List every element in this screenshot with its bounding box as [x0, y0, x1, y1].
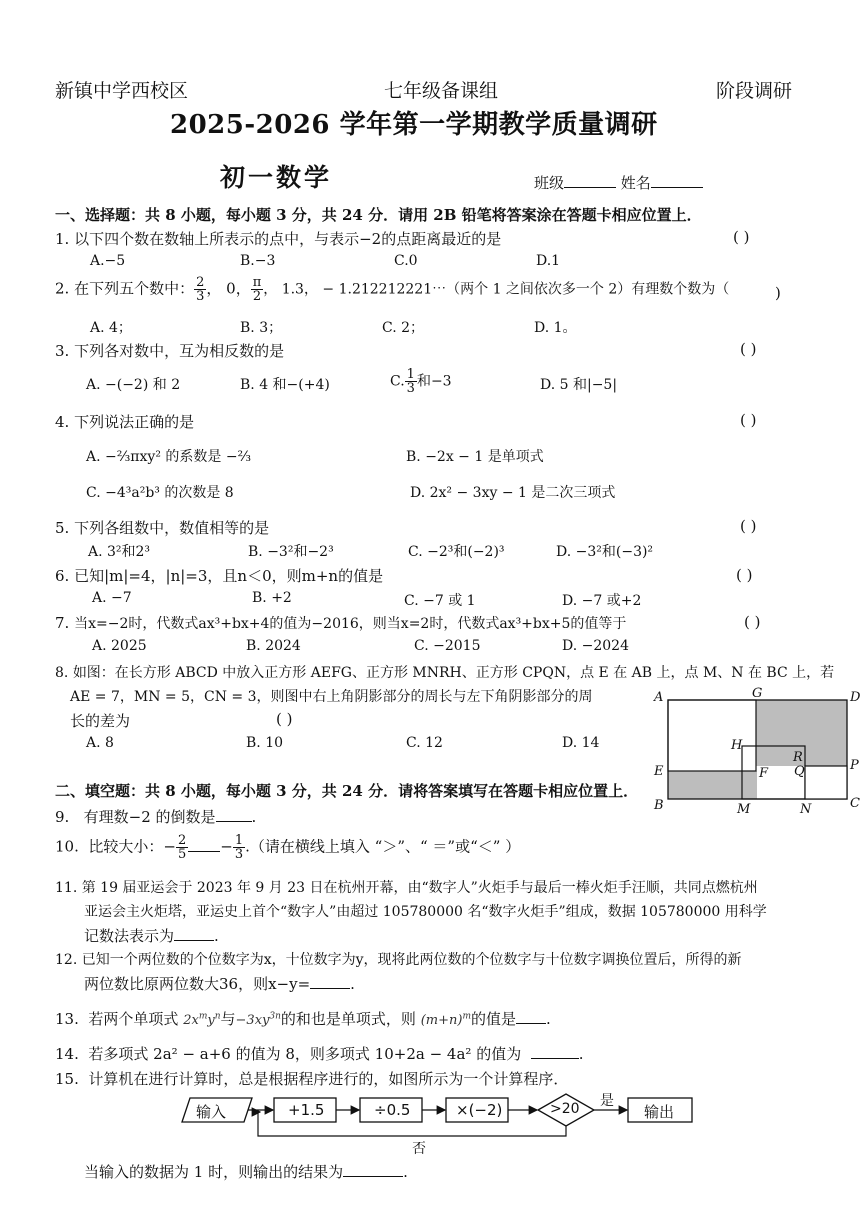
label-q: Q	[794, 764, 805, 779]
q8-option-a[interactable]: A. 8	[86, 735, 114, 751]
q15	[55, 1068, 568, 1089]
label-e: E	[654, 764, 664, 779]
q2-mid: ， 0，	[206, 279, 251, 298]
q4-bracket[interactable]: ( )	[740, 411, 757, 429]
q2-option-d[interactable]: D. 1。	[534, 320, 577, 336]
q3-bracket[interactable]: ( )	[740, 340, 757, 358]
q9-num: 9.	[55, 808, 70, 826]
section1-heading: 一、选择题：共 8 小题，每小题 3 分，共 24 分．请用 2B 铅笔将答案涂在答题卡相应位置上．	[55, 206, 702, 224]
q6	[55, 565, 383, 586]
q8-line2: AE = 7，MN = 5，CN = 3，则图中右上角阴影部分的周长与左下角阴影部分的周	[70, 689, 593, 705]
flow-input-label: 输入	[196, 1103, 227, 1121]
q13-expression: $(m+n)^m$	[420, 1011, 471, 1028]
q13-num: 13.	[55, 1010, 79, 1028]
rectangle-figure	[652, 686, 867, 821]
q8-num: 8.	[55, 665, 69, 681]
q2-option-b[interactable]: B. 3；	[240, 320, 283, 336]
q8-text-1: 如图：在长方形 ABCD 中放入正方形 AEFG、正方形 MNRH、正方形 CPQN，点 E 在 AB 上，点 M、N 在 BC 上，若	[72, 665, 835, 681]
q15-question: 当输入的数据为 1 时，则输出的结果为 .	[84, 1163, 408, 1181]
q4-option-b[interactable]: B. −2x − 1 是单项式	[406, 449, 544, 465]
flow-output-label: 输出	[644, 1103, 675, 1121]
q7-option-c[interactable]: C. −2015	[414, 638, 481, 654]
q2-fraction-2: $\frac{\pi}{2}$	[252, 275, 262, 304]
q8-line1	[55, 662, 834, 682]
q6-option-c[interactable]: C. −7 或 1	[404, 593, 476, 609]
label-p: P	[850, 758, 859, 773]
q11-line1	[55, 877, 758, 897]
q9-blank[interactable]	[216, 821, 252, 822]
label-c: C	[850, 796, 860, 811]
q8-line3: 长的差为	[70, 712, 131, 730]
label-a: A	[654, 690, 664, 705]
q7-option-b[interactable]: B. 2024	[246, 638, 301, 654]
q3-option-d[interactable]: D. 5 和|−5|	[540, 377, 618, 393]
q10-fraction-2: $\frac{1}{3}$	[234, 833, 244, 862]
q8-option-c[interactable]: C. 12	[406, 735, 443, 751]
q13-monomial-1: $2x^my^n$	[183, 1011, 221, 1028]
q10-blank[interactable]	[188, 851, 220, 852]
q6-text: 已知|m|=4，|n|=3，且n＜0，则m+n的值是	[74, 567, 384, 585]
q1-bracket[interactable]: ( )	[733, 228, 750, 246]
q2-option-a[interactable]: A. 4；	[90, 320, 132, 336]
section2-heading: 二、填空题：共 8 小题，每小题 3 分，共 24 分．请将答案填写在答题卡相应位置上．	[55, 782, 639, 800]
q7	[55, 613, 626, 633]
q15-text: 计算机在进行计算时，总是根据程序进行的，如图所示为一个计算程序．	[88, 1070, 569, 1088]
q4-option-d[interactable]: D. 2x² − 3xy − 1 是二次三项式	[410, 485, 616, 501]
q5-text: 下列各组数中，数值相等的是	[74, 519, 270, 537]
q13-monomial-2: $-3xy^{3n}$	[235, 1011, 281, 1028]
label-n: N	[800, 802, 812, 817]
q13-blank[interactable]	[516, 1023, 546, 1024]
q8-bracket[interactable]: ( )	[276, 710, 293, 728]
q5-option-d[interactable]: D. −3²和(−3)²	[556, 544, 654, 560]
q15-num: 15.	[55, 1070, 79, 1088]
q7-bracket[interactable]: ( )	[744, 613, 761, 631]
q5-option-c[interactable]: C. −2³和(−2)³	[408, 544, 505, 560]
page-title: 2025-2026 学年第一学期教学质量调研	[170, 110, 658, 140]
q5	[55, 517, 269, 538]
q8-option-b[interactable]: B. 10	[246, 735, 284, 751]
grade-group: 七年级备课组	[384, 80, 499, 102]
label-h: H	[731, 738, 743, 753]
q2-num: 2.	[55, 279, 70, 298]
q4-num: 4.	[55, 413, 70, 431]
q6-option-b[interactable]: B. +2	[252, 590, 292, 606]
label-m: M	[737, 802, 751, 817]
label-f: F	[759, 766, 769, 781]
flow-step2-label: ÷0.5	[374, 1101, 411, 1119]
q1-text: 以下四个数在数轴上所表示的点中，与表示−2的点距离最近的是	[74, 230, 502, 248]
q11-num: 11.	[55, 880, 78, 896]
q5-bracket[interactable]: ( )	[740, 517, 757, 535]
q2-fraction-1: $\frac{2}{3}$	[196, 275, 205, 304]
q6-option-d[interactable]: D. −7 或+2	[562, 593, 642, 609]
q5-num: 5.	[55, 519, 70, 537]
square-cpqn	[805, 766, 847, 799]
class-blank[interactable]	[564, 187, 616, 188]
flow-step1-label: +1.5	[288, 1101, 325, 1119]
flow-no-label: 否	[412, 1141, 426, 1157]
q1-option-b[interactable]: B.−3	[240, 253, 276, 269]
q4-option-c[interactable]: C. −4³a²b³ 的次数是 8	[86, 485, 234, 501]
q10-post: .（请在横线上填入 “＞”、“ ＝”或“＜” ）	[245, 837, 521, 856]
q10-pre: 比较大小：−	[88, 837, 176, 856]
q15-blank[interactable]	[343, 1176, 403, 1177]
q5-option-b[interactable]: B. −3²和−2³	[248, 544, 334, 560]
q1-option-c[interactable]: C.0	[394, 253, 418, 269]
q3-option-c[interactable]: C. $\frac{1}{3}$ 和−3	[390, 367, 452, 396]
q12-blank[interactable]	[310, 988, 350, 989]
q9: 9. 有理数−2 的倒数是 .	[55, 808, 257, 826]
q3	[55, 340, 284, 361]
bottom-left-shade	[668, 771, 757, 799]
q11-blank[interactable]	[174, 940, 214, 941]
q2-post: ， 1.3， − 1.212212221⋯（两个 1 之间依次多一个 2）有理数个数为（	[263, 281, 730, 298]
school-name: 新镇中学西校区	[55, 80, 189, 102]
q3-option-a[interactable]: A. −(−2) 和 2	[86, 377, 181, 393]
name-blank[interactable]	[651, 187, 703, 188]
q12-line2: 两位数比原两位数大36，则x−y= .	[84, 975, 355, 993]
q6-num: 6.	[55, 567, 70, 585]
q10: 10. 比较大小：− $\frac{2}{5}$ − $\frac{1}{3}$ .（请在横线上填入 “＞”、“ ＝”或“＜” ）	[55, 833, 521, 862]
q8-option-d[interactable]: D. 14	[562, 735, 600, 751]
label-d: D	[850, 690, 861, 705]
subject-title: 初一数学	[220, 163, 333, 192]
exam-type: 阶段调研	[716, 80, 793, 102]
q6-option-a[interactable]: A. −7	[92, 590, 132, 606]
square-aefg	[668, 700, 756, 771]
q14-text: 若多项式 2a² − a+6 的值为 8，则多项式 10+2a − 4a² 的值为	[88, 1045, 522, 1063]
q11-line2: 亚运会主火炬塔，亚运史上首个“数字人”由超过 105780000 名“数字火炬手”组成，数据 105780000 用科学	[84, 904, 767, 920]
class-field	[534, 172, 703, 193]
q8-figure	[652, 686, 867, 821]
q9-text: 有理数−2 的倒数是	[83, 808, 216, 826]
flowchart-lines	[180, 1090, 700, 1160]
class-label: 班级	[534, 174, 565, 192]
flow-yes-label: 是	[600, 1093, 614, 1109]
program-flowchart	[180, 1090, 700, 1160]
q11-line3: 记数法表示为 .	[84, 927, 219, 945]
q12-line1	[55, 949, 742, 969]
q11-text-1: 第 19 届亚运会于 2023 年 9 月 23 日在杭州开幕，由“数字人”火炬手与最后一棒火炬手汪顺，共同点燃杭州	[81, 880, 758, 896]
q12-text-1: 已知一个两位数的个位数字为x，十位数字为y，现将此两位数的个位数字与十位数字调换位置后，所得的新	[81, 952, 742, 968]
q12-num: 12.	[55, 952, 78, 968]
q3-num: 3.	[55, 342, 70, 360]
q5-option-a[interactable]: A. 3²和2³	[88, 544, 151, 560]
q10-fraction-1: $\frac{2}{5}$	[177, 833, 187, 862]
label-b: B	[654, 798, 664, 813]
q2	[55, 276, 729, 303]
q2-option-c[interactable]: C. 2；	[382, 320, 425, 336]
q1-option-d[interactable]: D.1	[536, 253, 561, 269]
q7-option-a[interactable]: A. 2025	[92, 638, 147, 654]
label-g: G	[752, 686, 763, 701]
q10-num: 10.	[55, 837, 79, 856]
flow-condition-label: >20	[550, 1101, 580, 1117]
q14-num: 14.	[55, 1045, 79, 1063]
q7-option-d[interactable]: D. −2024	[562, 638, 629, 654]
q7-text: 当x=−2时，代数式ax³+bx+4的值为−2016，则当x=2时，代数式ax³+bx+5的值等于	[74, 616, 627, 632]
flow-step3-label: ×(−2)	[456, 1101, 503, 1119]
q6-bracket[interactable]: ( )	[736, 566, 753, 584]
q13: 13. 若两个单项式 $2x^my^n$与$-3xy^{3n}$的和也是单项式，则 $(m+n)^m$的值是 .	[55, 1010, 551, 1028]
q14: 14. 若多项式 2a² − a+6 的值为 8，则多项式 10+2a − 4a² 的值为 .	[55, 1045, 584, 1063]
q3-text: 下列各对数中，互为相反数的是	[74, 342, 285, 360]
q3-option-b[interactable]: B. 4 和−(+4)	[240, 377, 330, 393]
q4	[55, 411, 194, 432]
q7-num: 7.	[55, 614, 70, 632]
label-r: R	[793, 750, 803, 765]
q4-option-a[interactable]: A. −⅔πxy² 的系数是 −⅔	[86, 449, 252, 465]
q1-option-a[interactable]: A.−5	[90, 253, 126, 269]
name-label: 姓名	[620, 174, 651, 192]
q1	[55, 228, 501, 249]
q2-bracket-end[interactable]: )	[775, 284, 781, 302]
q4-text: 下列说法正确的是	[74, 413, 195, 431]
q2-pre: 在下列五个数中：	[74, 279, 195, 298]
q14-blank[interactable]	[531, 1058, 579, 1059]
q1-num: 1.	[55, 230, 70, 248]
